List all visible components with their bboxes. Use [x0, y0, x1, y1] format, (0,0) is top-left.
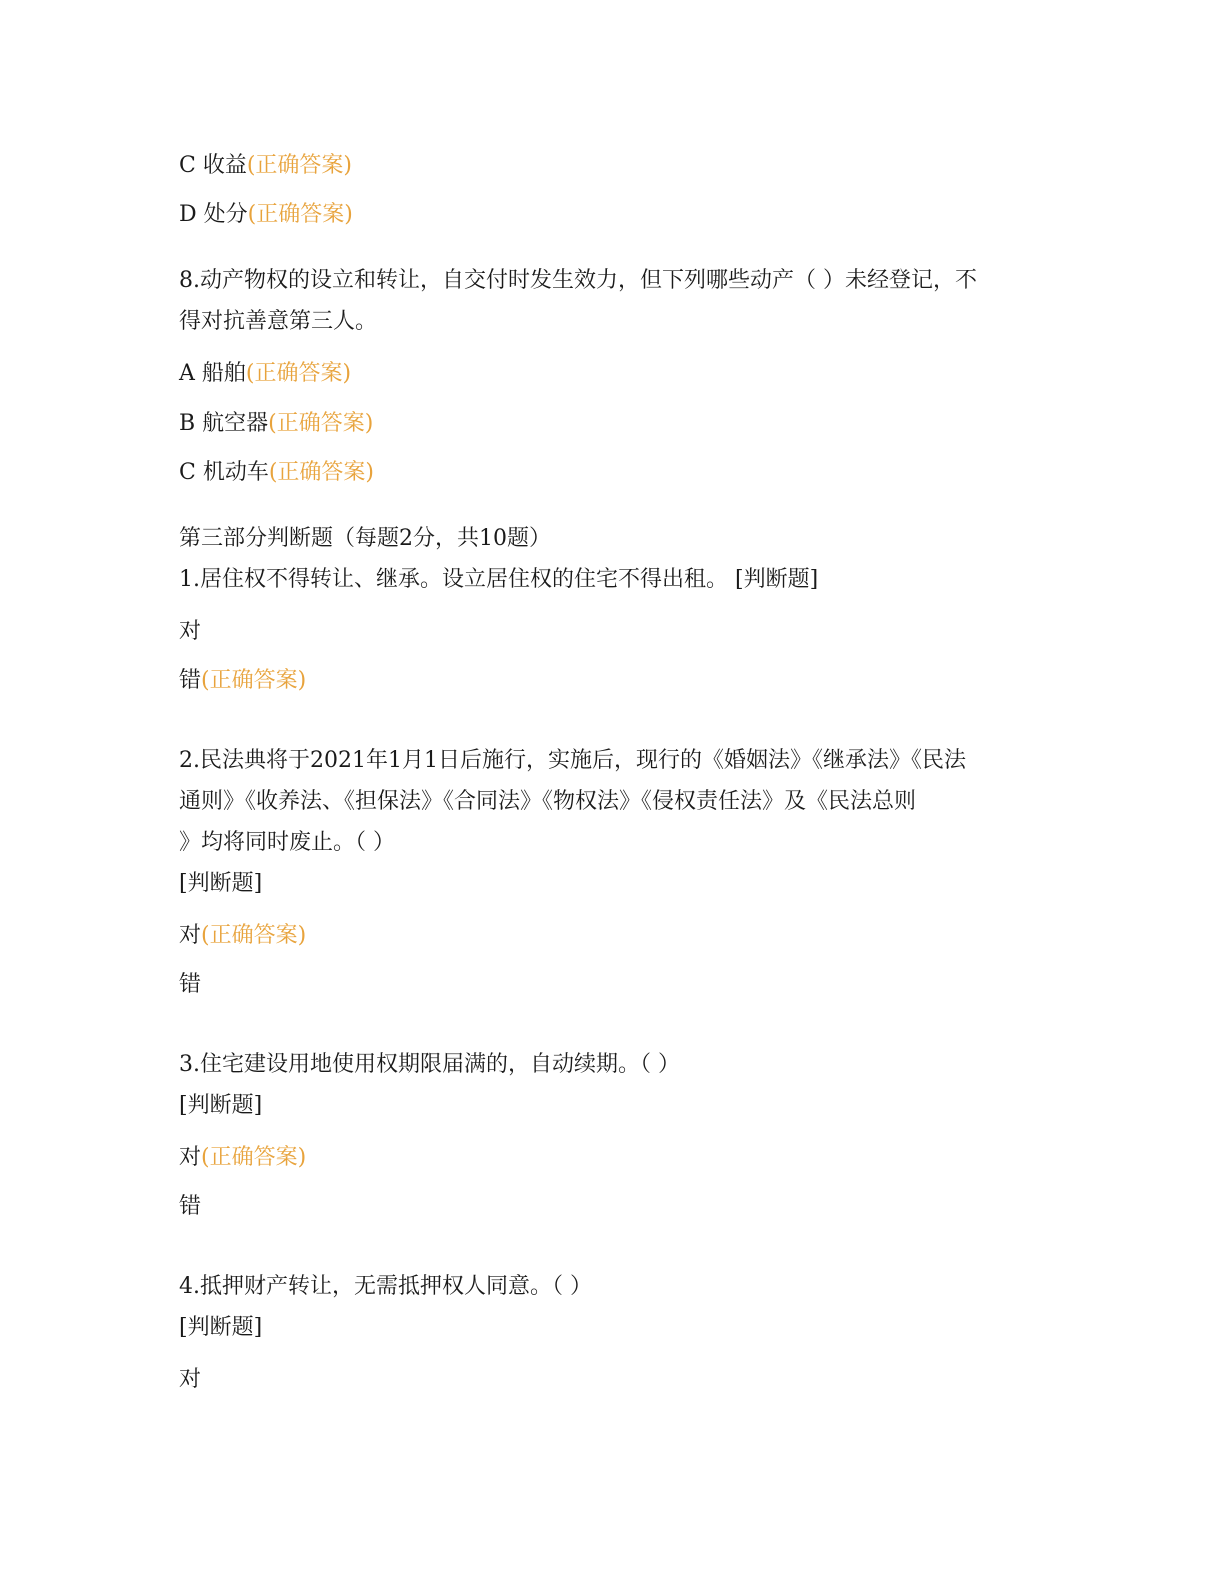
tf-question-4-stem: 4.抵押财产转让，无需抵押权人同意。（ ） [179, 1274, 592, 1299]
option-text: 对 [179, 923, 202, 948]
option-c-jidongche [179, 460, 374, 486]
option-text: 错 [179, 668, 202, 693]
option-text: C 机动车 [179, 460, 269, 485]
option-text: 对 [179, 1367, 202, 1392]
option-text: B 航空器 [179, 411, 269, 436]
option-text: 错 [179, 1194, 202, 1219]
question-8-stem-line2: 得对抗善意第三人。 [179, 309, 378, 334]
correct-answer-mark: (正确答案) [268, 411, 374, 436]
option-text: 对 [179, 1145, 202, 1170]
correct-answer-mark: (正确答案) [247, 202, 353, 227]
correct-answer-mark: (正确答案) [245, 361, 352, 386]
tf-question-2-stem-line2: 通则》《收养法、《担保法》《合同法》《物权法》《侵权责任法》及《民法总则 [179, 789, 917, 814]
tf1-option-false [179, 668, 306, 694]
correct-answer-mark: (正确答案) [268, 460, 374, 485]
correct-answer-mark: (正确答案) [201, 1145, 307, 1170]
tf-question-2-stem-line3: 》均将同时废止。（ ） [179, 830, 395, 855]
correct-answer-mark: (正确答案) [201, 668, 307, 693]
correct-answer-mark: (正确答案) [246, 153, 352, 178]
option-text: D 处分 [179, 202, 248, 227]
tf3-option-true [179, 1145, 306, 1171]
option-text: 对 [179, 619, 202, 644]
tf-question-4-type: [判断题] [179, 1315, 263, 1340]
option-b-hangkongqi [179, 411, 373, 437]
tf-question-2-stem-line1: 2.民法典将于2021年1月1日后施行，实施后，现行的《婚姻法》《继承法》《民法 [179, 748, 966, 773]
tf-question-3-type: [判断题] [179, 1093, 263, 1118]
section-3-title: 第三部分判断题（每题2分，共10题） [179, 526, 551, 551]
option-c-shouyi [179, 153, 352, 179]
correct-answer-mark: (正确答案) [201, 923, 307, 948]
option-text: A 船舶 [179, 361, 246, 386]
tf4-option-true [179, 1367, 201, 1393]
option-text: 错 [179, 972, 202, 997]
option-d-chufen [179, 202, 353, 228]
tf-question-3-stem: 3.住宅建设用地使用权期限届满的，自动续期。（ ） [179, 1052, 680, 1077]
question-8-stem-line1: 8.动产物权的设立和转让，自交付时发生效力，但下列哪些动产（ ）未经登记，不 [179, 268, 977, 293]
tf1-option-true [179, 619, 201, 645]
tf-question-1-stem: 1.居住权不得转让、继承。设立居住权的住宅不得出租。 [判断题] [179, 567, 819, 592]
tf2-option-false [179, 972, 201, 998]
tf-question-2-type: [判断题] [179, 871, 263, 896]
option-a-chuanbo [179, 361, 351, 387]
tf3-option-false [179, 1194, 201, 1220]
option-text: C 收益 [179, 153, 247, 178]
tf2-option-true [179, 923, 306, 949]
